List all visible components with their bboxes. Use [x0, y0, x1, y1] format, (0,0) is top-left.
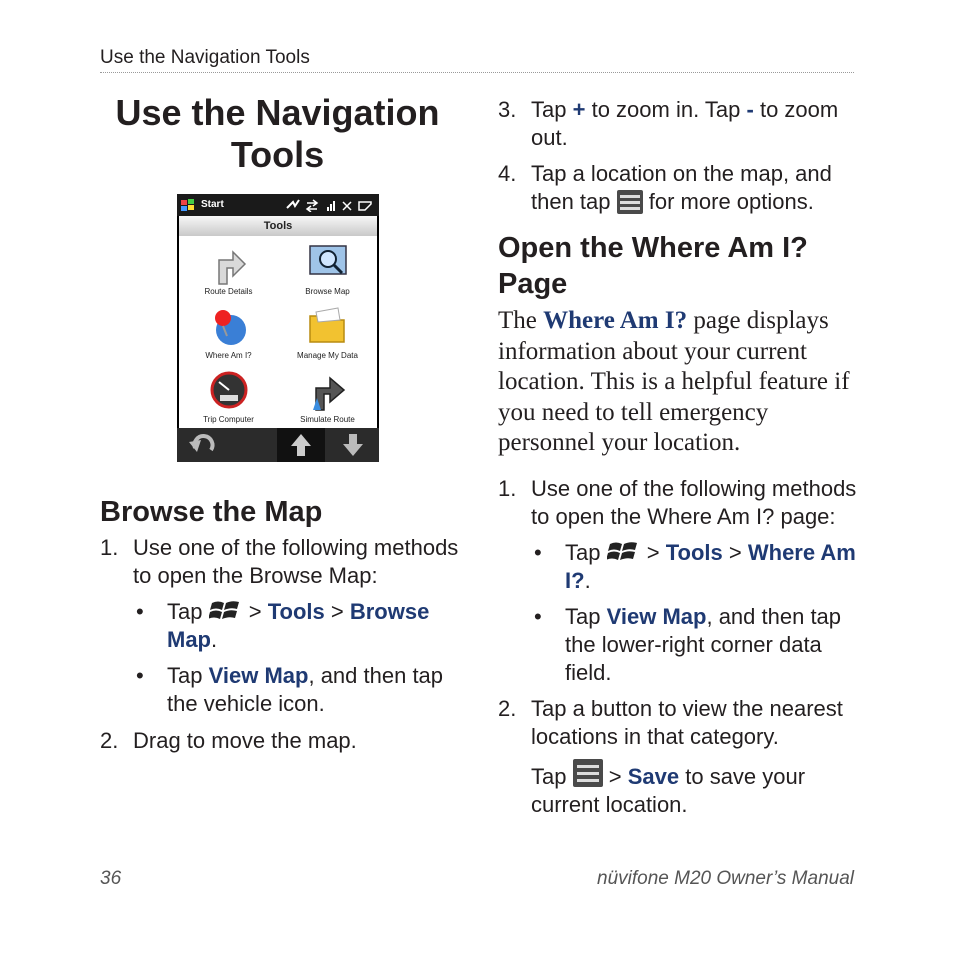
tile-simulate-route[interactable] — [278, 364, 377, 428]
where-bullet-1: • Tap > Tools > Where Am I?. — [534, 539, 856, 593]
windows-start-icon — [209, 598, 243, 624]
left-column — [100, 92, 460, 176]
browse-step-2: 2. Drag to move the map. — [100, 728, 357, 753]
windows-start-icon — [607, 539, 641, 565]
phone-start-label: Start — [201, 199, 224, 210]
where-bullet-2: • Tap View Map, and then tap the lower-right corner data field. — [534, 603, 842, 685]
options-step-4: 4. Tap a location on the map, and then tap for more options. — [498, 161, 832, 214]
tile-label: Where Am I? — [205, 351, 252, 360]
where-step-2: 2. Tap a button to view the nearest locations in that category. — [498, 695, 843, 749]
browse-bullet-1: • Tap > Tools > Browse Map. — [136, 599, 430, 652]
zoom-step-3: 3. Tap + to zoom in. Tap - to zoom out. — [498, 97, 839, 150]
location-pin-icon — [209, 306, 249, 348]
browse-heading: Browse the Map — [100, 496, 323, 528]
page-number: 36 — [100, 868, 122, 889]
phone-title-bar: Tools — [179, 216, 377, 236]
where-step-1: 1. Use one of the following methods to open the Where Am I? page: — [498, 475, 857, 529]
tile-where-am-i[interactable] — [179, 300, 278, 364]
phone-status-bar — [177, 194, 379, 216]
tools-grid — [179, 236, 377, 428]
browse-map-icon — [308, 242, 348, 282]
browse-section — [100, 494, 460, 755]
tile-label: Trip Computer — [203, 415, 254, 424]
menu-icon — [617, 190, 643, 214]
tile-label: Simulate Route — [300, 415, 355, 424]
phone-soft-key-bar — [177, 428, 379, 462]
page-title: Use the Navigation Tools — [115, 92, 440, 175]
save-instruction: Tap > Save to save your current location. — [498, 759, 858, 819]
running-header: Use the Navigation Tools — [100, 47, 310, 68]
status-icons — [285, 198, 375, 212]
where-intro: The Where Am I? page displays information about your current location. This is a helpful feature if you need to tell emergency personnel your location. — [498, 307, 850, 456]
tile-trip-computer[interactable] — [179, 364, 278, 428]
simulate-route-icon — [308, 370, 348, 412]
where-heading: Open the Where Am I? Page — [498, 232, 808, 300]
tile-route-details[interactable] — [179, 236, 278, 300]
menu-icon — [573, 759, 603, 787]
tile-label: Manage My Data — [297, 351, 358, 360]
tools-screenshot — [177, 194, 379, 462]
browse-step-1: 1. Use one of the following methods to open the Browse Map: — [100, 535, 459, 588]
browse-bullet-2: • Tap View Map, and then tap the vehicle icon. — [136, 663, 444, 716]
windows-flag-icon — [181, 199, 195, 211]
arrow-up-icon — [277, 428, 325, 462]
manual-title: nüvifone M20 Owner’s Manual — [597, 868, 854, 889]
tile-browse-map[interactable] — [278, 236, 377, 300]
arrow-down-icon[interactable] — [329, 428, 377, 462]
tile-label: Browse Map — [305, 287, 350, 296]
back-arrow-icon[interactable] — [181, 428, 229, 462]
speedometer-icon — [209, 370, 249, 410]
right-column — [498, 96, 858, 819]
route-arrow-icon — [209, 242, 247, 286]
tile-label: Route Details — [204, 287, 253, 296]
tile-manage-my-data[interactable] — [278, 300, 377, 364]
folder-icon — [308, 306, 348, 346]
header-rule — [100, 72, 854, 73]
scroll-up-button[interactable] — [277, 428, 325, 462]
